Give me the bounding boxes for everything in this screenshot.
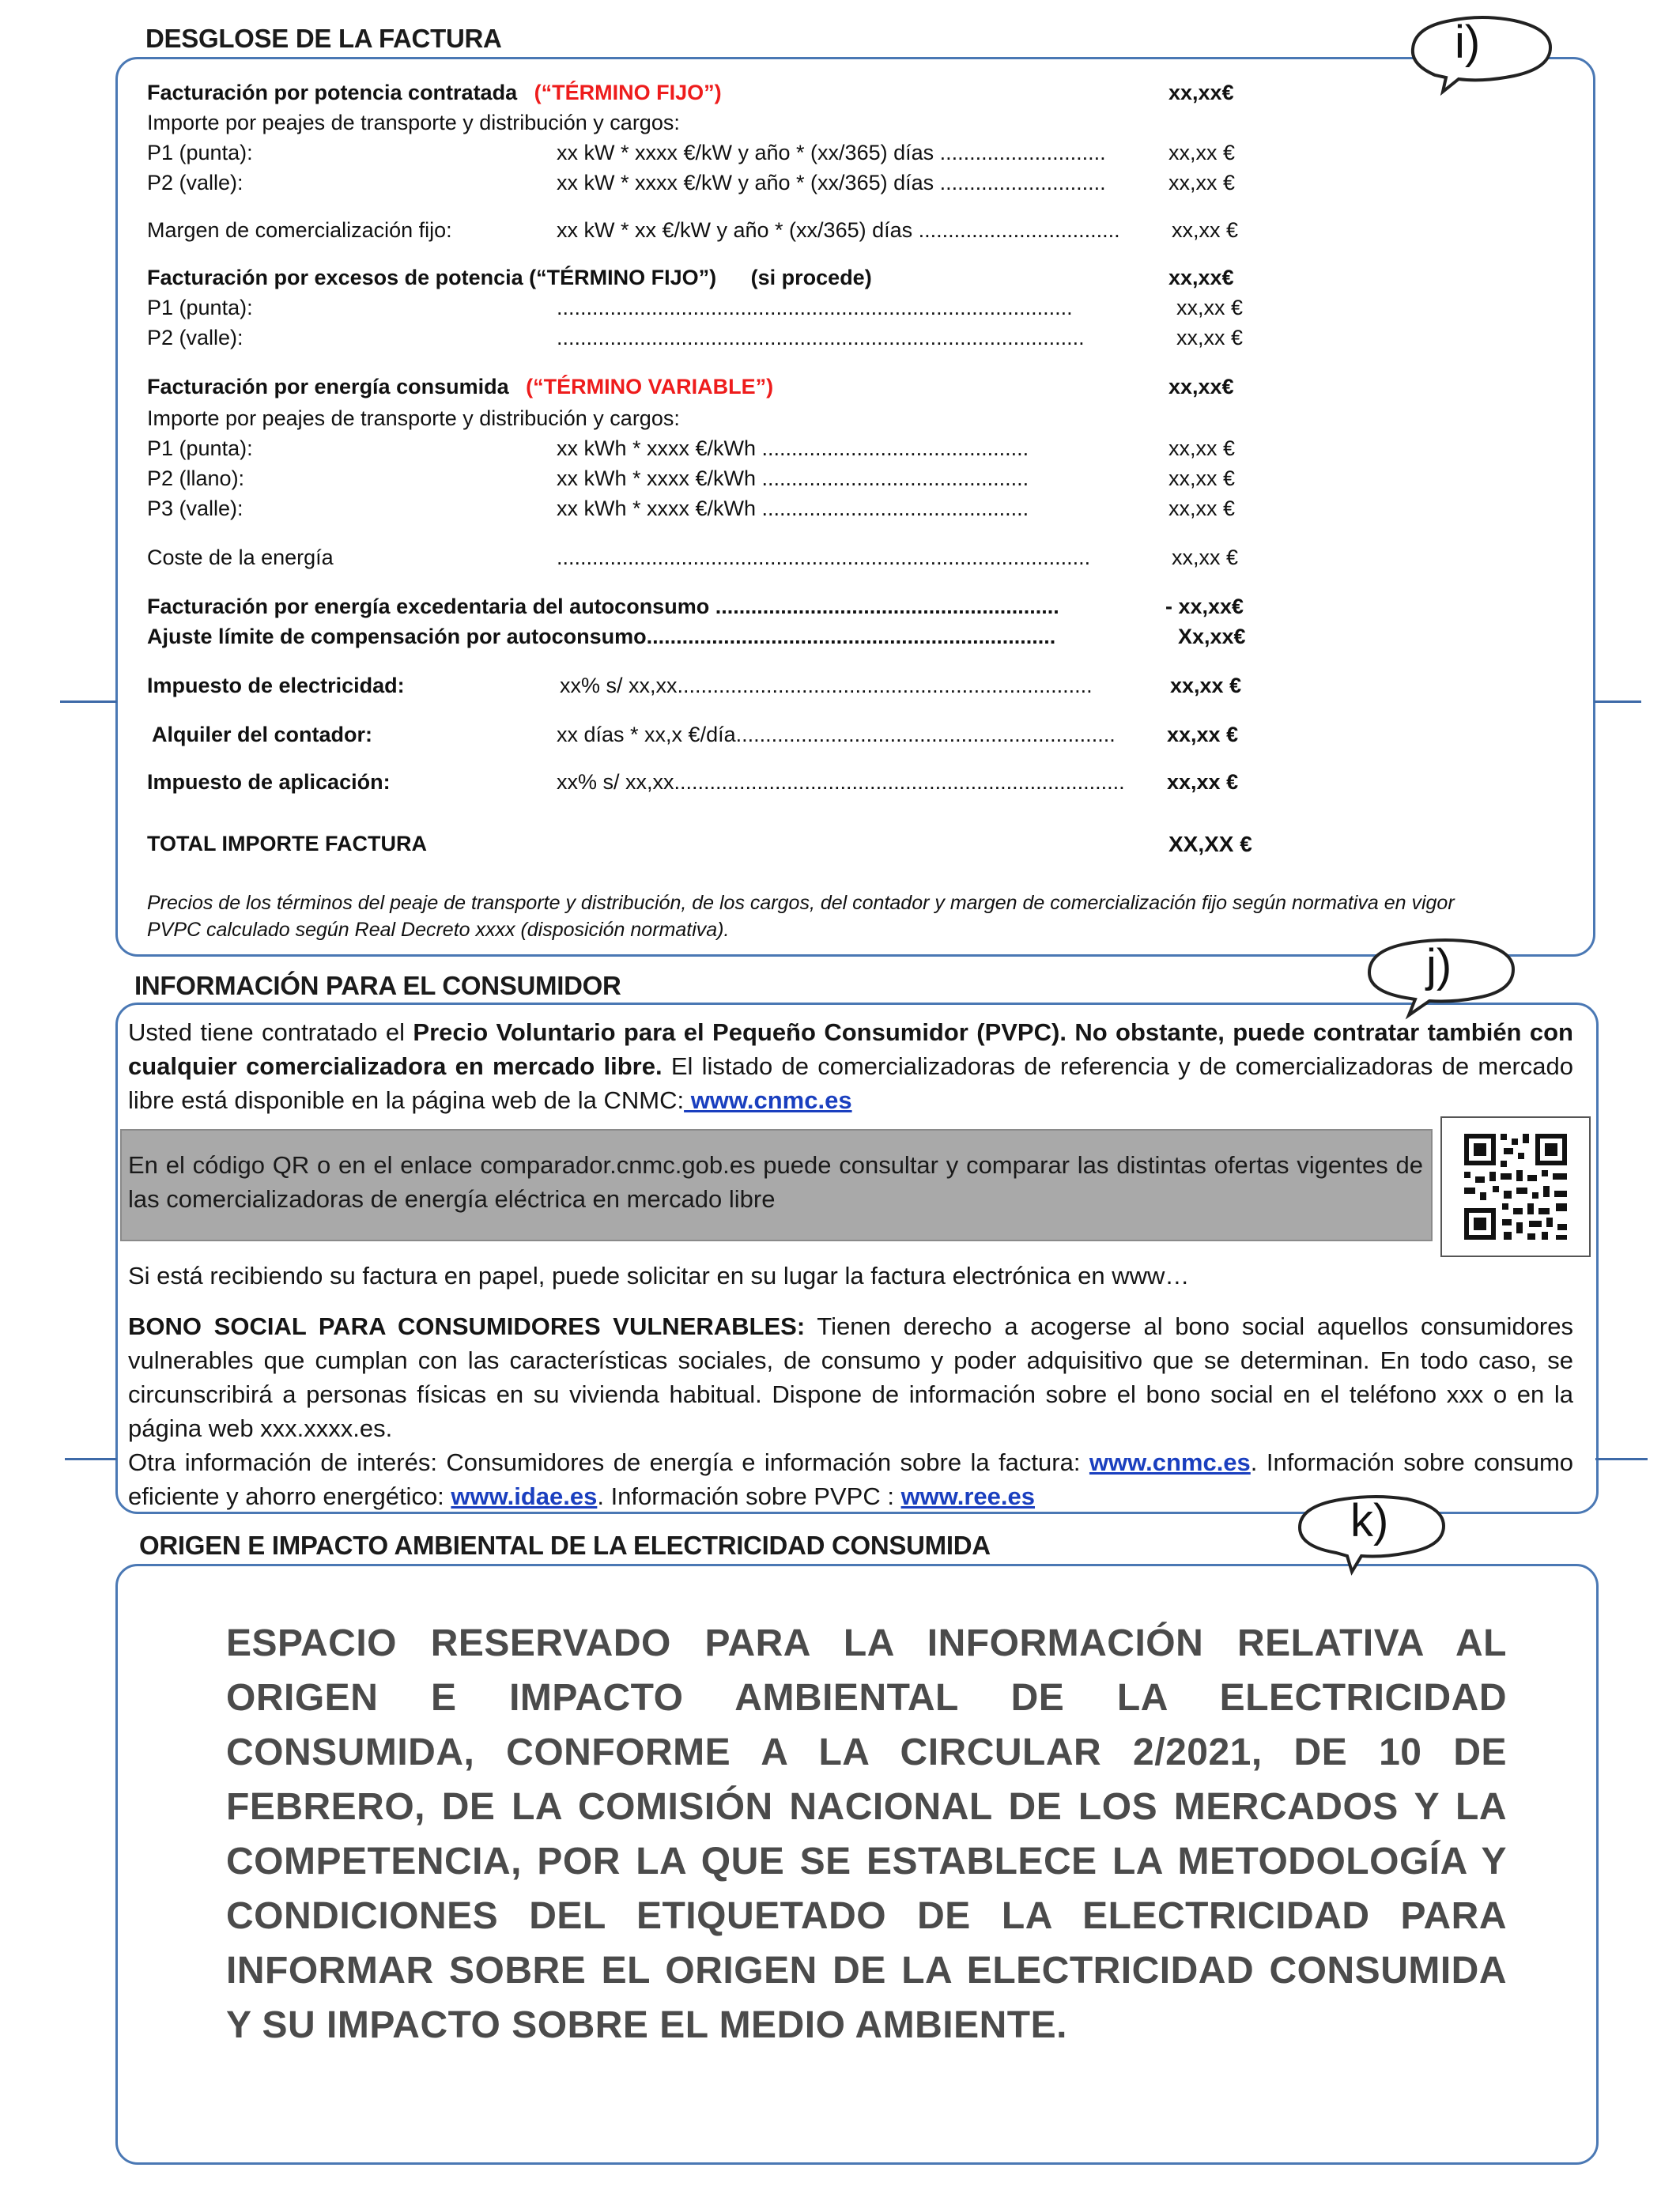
cnmc-link[interactable]: www.cnmc.es [684, 1086, 852, 1114]
surplus-amount: - xx,xx€ [1165, 595, 1244, 618]
bubble-j-label: j) [1426, 940, 1452, 991]
excess-billing-label: Facturación por excesos de potencia (“TÉRMINO FIJO”) (si procede) [147, 266, 872, 289]
invoice-section-title: DESGLOSE DE LA FACTURA [145, 24, 502, 53]
energy-p2-formula: xx kWh * xxxx €/kWh ............................................. [557, 466, 1029, 490]
compensation-limit-label: Ajuste límite de compensación por autoconsumo..................................................................... [147, 625, 1056, 648]
energy-cost-label: Coste de la energía [147, 546, 334, 569]
excess-p2-dots: ......................................................................................... [557, 326, 1085, 349]
left-margin-mark-1 [60, 700, 117, 703]
margin-label: Margen de comercialización fijo: [147, 218, 452, 242]
speech-bubble-i-icon [1403, 9, 1561, 96]
application-tax-label: Impuesto de aplicación: [147, 770, 391, 794]
power-p1-label: P1 (punta): [147, 141, 253, 164]
surplus-label: Facturación por energía excedentaria del autoconsumo .......................................................... [147, 595, 1059, 618]
meter-rental-formula: xx días * xx,x €/día................................................................ [557, 723, 1116, 746]
footnote-line-2: PVPC calculado según Real Decreto xxxx (disposición normativa). [147, 919, 730, 941]
excess-p2-amount: xx,xx € [1176, 326, 1244, 349]
energy-p1-label: P1 (punta): [147, 436, 253, 460]
energy-p3-formula: xx kWh * xxxx €/kWh ............................................. [557, 497, 1029, 520]
other-info-paragraph: Otra información de interés: Consumidores de energía e información sobre la factura: www.cnmc.es. Información sobre consumo eficiente y ahorro energético: www.idae.es. Información sobre PVPC : www.ree.es [128, 1448, 1574, 1510]
energy-p2-label: P2 (llano): [147, 466, 245, 490]
comparator-text: En el código QR o en el enlace comparador.cnmc.gob.es puede consultar y comparar las distintas ofertas vigentes de las comercializadoras de energía eléctrica en mercado libre [128, 1151, 1423, 1213]
application-tax-amount: xx,xx € [1167, 770, 1239, 794]
total-label: TOTAL IMPORTE FACTURA [147, 832, 427, 855]
power-p2-amount: xx,xx € [1168, 171, 1236, 194]
energy-subtitle: Importe por peajes de transporte y distribución y cargos: [147, 406, 680, 430]
fixed-term-tag: (“TÉRMINO FIJO”) [534, 81, 722, 104]
electricity-tax-label: Impuesto de electricidad: [147, 674, 405, 697]
idae-link[interactable]: www.idae.es [451, 1482, 598, 1510]
qr-code-icon[interactable] [1440, 1116, 1591, 1257]
paper-invoice-text: Si está recibiendo su factura en papel, puede solicitar en su lugar la factura electrónica en www… [128, 1262, 1190, 1290]
margin-formula: xx kW * xx €/kW y año * (xx/365) días .................................. [557, 218, 1120, 242]
power-billing-label: Facturación por potencia contratada (“TÉRMINO FIJO”) [147, 81, 722, 104]
energy-p3-label: P3 (valle): [147, 497, 244, 520]
left-margin-mark-2 [65, 1458, 117, 1460]
excess-billing-amount: xx,xx€ [1168, 266, 1234, 289]
bubble-i-label: i) [1455, 17, 1481, 68]
margin-amount: xx,xx € [1172, 218, 1239, 242]
power-billing-amount: xx,xx€ [1168, 81, 1234, 104]
power-p1-amount: xx,xx € [1168, 141, 1236, 164]
compensation-limit-amount: Xx,xx€ [1178, 625, 1246, 648]
power-p2-formula: xx kW * xxxx €/kW y año * (xx/365) días ............................ [557, 171, 1106, 194]
electricity-tax-amount: xx,xx € [1170, 674, 1242, 697]
energy-p2-amount: xx,xx € [1168, 466, 1236, 490]
bono-social-paragraph: BONO SOCIAL PARA CONSUMIDORES VULNERABLES: Tienen derecho a acogerse al bono social aquellos consumidores vulnerables que cumplan con las características sociales, de consumo y poder adquisitivo que se determinan. En todo caso, se circunscribirá a personas físicas en su vivienda habitual. Dispone de información sobre el bono social en el teléfono xxx o en la página web xxx.xxxx.es. [128, 1312, 1573, 1442]
energy-cost-amount: xx,xx € [1172, 546, 1239, 569]
electricity-tax-formula: xx% s/ xx,xx...................................................................... [560, 674, 1093, 697]
meter-rental-label: Alquiler del contador: [152, 723, 373, 746]
energy-p3-amount: xx,xx € [1168, 497, 1236, 520]
total-amount: XX,XX € [1168, 832, 1252, 856]
energy-p1-formula: xx kWh * xxxx €/kWh ............................................. [557, 436, 1029, 460]
variable-term-tag: (“TÉRMINO VARIABLE”) [526, 375, 774, 398]
power-subtitle: Importe por peajes de transporte y distribución y cargos: [147, 111, 680, 134]
right-margin-mark-2 [1595, 1458, 1648, 1460]
origin-section-title: ORIGEN E IMPACTO AMBIENTAL DE LA ELECTRICIDAD CONSUMIDA [139, 1531, 991, 1560]
excess-p2-label: P2 (valle): [147, 326, 244, 349]
pvpc-paragraph: Usted tiene contratado el Precio Voluntario para el Pequeño Consumidor (PVPC). No obstante, puede contratar también con cualquier comercializadora en mercado libre. El listado de comercializadoras de referencia y de comercializadoras de mercado libre está disponible en la página web de la CNMC: www.cnmc.es [128, 1018, 1573, 1114]
excess-p1-dots: ....................................................................................... [557, 296, 1073, 319]
energy-cost-dots: .......................................................................................... [557, 546, 1091, 569]
application-tax-formula: xx% s/ xx,xx............................................................................ [557, 770, 1125, 794]
energy-billing-amount: xx,xx€ [1168, 375, 1234, 398]
right-margin-mark-1 [1594, 700, 1641, 703]
energy-p1-amount: xx,xx € [1168, 436, 1236, 460]
consumer-section-title: INFORMACIÓN PARA EL CONSUMIDOR [134, 971, 621, 1000]
footnote-line-1: Precios de los términos del peaje de transporte y distribución, de los cargos, del contador y margen de comercialización fijo según normativa en vigor [147, 892, 1455, 914]
bubble-k-label: k) [1350, 1495, 1389, 1546]
excess-p1-label: P1 (punta): [147, 296, 253, 319]
excess-p1-amount: xx,xx € [1176, 296, 1244, 319]
cnmc-link-2[interactable]: www.cnmc.es [1089, 1448, 1251, 1476]
meter-rental-amount: xx,xx € [1167, 723, 1239, 746]
ree-link[interactable]: www.ree.es [900, 1482, 1036, 1510]
energy-billing-label: Facturación por energía consumida (“TÉRMINO VARIABLE”) [147, 375, 774, 398]
power-p2-label: P2 (valle): [147, 171, 244, 194]
origin-reserved-text: ESPACIO RESERVADO PARA LA INFORMACIÓN RELATIVA AL ORIGEN E IMPACTO AMBIENTAL DE LA ELECTRICIDAD CONSUMIDA, CONFORME A LA CIRCULAR 2/2021, DE 10 DE FEBRERO, DE LA COMISIÓN NACIONAL DE LOS MERCADOS Y LA COMPETENCIA, POR LA QUE SE ESTABLECE LA METODOLOGÍA Y CONDICIONES DEL ETIQUETADO DE LA ELECTRICIDAD PARA INFORMAR SOBRE EL ORIGEN DE LA ELECTRICIDAD CONSUMIDA Y SU IMPACTO SOBRE EL MEDIO AMBIENTE. [226, 1622, 1507, 2046]
power-p1-formula: xx kW * xxxx €/kW y año * (xx/365) días ............................ [557, 141, 1106, 164]
